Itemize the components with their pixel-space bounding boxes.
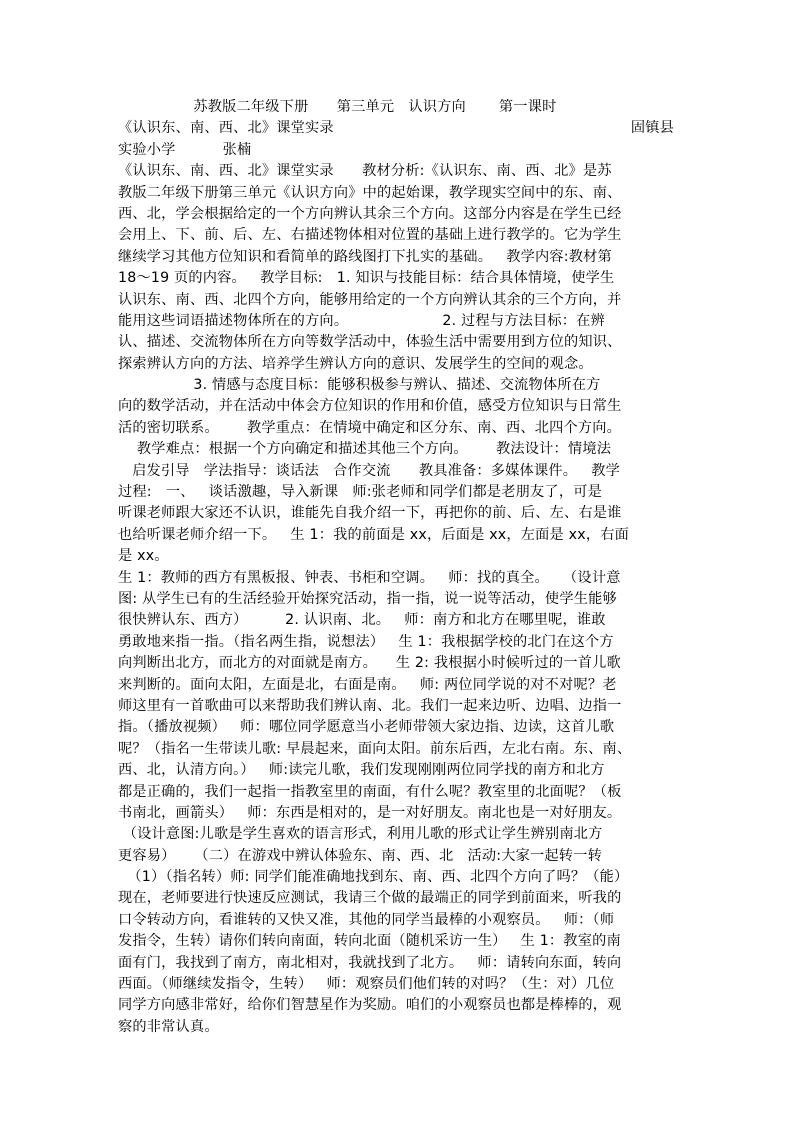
body-line: 西、北，学会根据给定的一个方向辨认其余三个方向。这部分内容是在学生已经 xyxy=(118,205,622,222)
body-line: 察的非常认真。 xyxy=(118,1018,219,1035)
body-line: 勇敢地来指一指。（指名两生指，说想法） 生 1：我根据学校的北门在这个方 xyxy=(118,633,614,650)
body-line: 向判断出北方，而北方的对面就是南方。 生 2: 我根据小时候听过的一首儿歌 xyxy=(118,655,621,672)
body-line: 同学方向感非常好，给你们智慧星作为奖励。咱们的小观察员也都是棒棒的，观 xyxy=(118,997,622,1014)
body-line: 是 xx。 xyxy=(118,548,169,565)
body-line: （1）（指名转）师: 同学们能准确地找到东、南、西、北四个方向了吗？（能） xyxy=(118,869,629,886)
body-line: 认识东、南、西、北四个方向，能够用给定的一个方向辨认其余的三个方向，并 xyxy=(118,291,622,308)
body-line: 能用这些词语描述物体所在的方向。 2. 过程与方法目标：在辨 xyxy=(118,312,605,329)
body-line: 探索辨认方向的方法、培养学生辨认方向的意识、发展学生的空间的观念。 xyxy=(118,355,593,372)
body-line: 指。（播放视频） 师：哪位同学愿意当小老师带领大家边指、边读，这首儿歌 xyxy=(118,719,615,736)
body-line: 3. 情感与态度目标：能够积极参与辨认、描述、交流物体所在方 xyxy=(118,377,601,394)
body-line: 发指令，生转）请你们转向南面，转向北面（随机采访一生） 生 1：教室的南 xyxy=(118,933,621,950)
body-line: 教学难点：根据一个方向确定和描述其他三个方向。 教法设计：情境法 xyxy=(118,441,612,458)
body-line: 听课老师跟大家还不认识，谁能先自我介绍一下，再把你的前、后、左、右是谁 xyxy=(118,505,622,522)
body-line: 西面。（师继续发指令，生转） 师：观察员们他们转的对吗？（生：对）几位 xyxy=(118,976,615,993)
body-line: 18～19 页的内容。 教学目标: 1. 知识与技能目标：结合具体情境，使学生 xyxy=(118,270,615,287)
body-line: 也给听课老师介绍一下。 生 1：我的前面是 xx，后面是 xx，左面是 xx，右面 xyxy=(118,526,630,543)
body-line: 生 1：教师的西方有黑板报、钟表、书柜和空调。 师：找的真全。 （设计意 xyxy=(118,569,621,586)
header-subtitle-left: 《认识东、南、西、北》课堂实录 xyxy=(118,120,334,137)
body-line: 都是正确的，我们一起指一指教室里的南面，有什么呢？教室里的北面呢？（板 xyxy=(118,783,622,800)
body-line: 面有门，我找到了南方，南北相对，我就找到了北方。 师：请转向东面，转向 xyxy=(118,954,622,971)
body-line: 活的密切联系。 教学重点：在情境中确定和区分东、南、西、北四个方向。 xyxy=(118,419,622,436)
body-line: 书南北，画箭头） 师：东西是相对的，是一对好朋友。南北也是一对好朋友。 xyxy=(118,804,622,821)
body-line: 启发引导 学法指导：谈话法 合作交流 教具准备：多媒体课件。 教学 xyxy=(118,462,621,479)
body-line: 来判断的。面向太阳，左面是北，右面是南。 师: 两位同学说的对不对呢？老 xyxy=(118,676,617,693)
body-line: 更容易） （二）在游戏中辨认体验东、南、西、北 活动:大家一起转一转 xyxy=(118,847,602,864)
body-line: 图: 从学生已有的生活经验开始探究活动，指一指，说一说等活动，使学生能够 xyxy=(118,590,617,607)
body-line: 教版二年级下册第三单元《认识方向》中的起始课，教学现实空间中的东、南、 xyxy=(118,184,622,201)
body-line: 很快辨认东、西方） 2. 认识南、北。 师：南方和北方在哪里呢，谁敢 xyxy=(118,612,606,629)
document-body xyxy=(118,161,674,1038)
body-line: 西、北，认清方向。） 师:读完儿歌，我们发现刚刚两位同学找的南方和北方 xyxy=(118,762,605,779)
body-line: 师这里有一首歌曲可以来帮助我们辨认南、北。我们一起来边听、边唱、边指一 xyxy=(118,697,622,714)
header-author-line: 实验小学 张楠 xyxy=(118,141,252,158)
document-page xyxy=(118,97,674,1038)
header-subtitle-right: 固镇县 xyxy=(630,120,674,137)
body-line: 继续学习其他方位知识和看简单的路线图打下扎实的基础。 教学内容:教材第 xyxy=(118,248,612,265)
header-title-line: 苏教版二年级下册 第三单元 认识方向 第一课时 xyxy=(118,99,557,115)
body-line: 过程: 一、 谈话激趣，导入新课 师:张老师和同学们都是老朋友了，可是 xyxy=(118,484,602,501)
body-line: 认、描述、交流物体所在方向等数学活动中，体验生活中需要用到方位的知识、 xyxy=(118,334,622,351)
body-line: 口令转动方向，看谁转的又快又准，其他的同学当最棒的小观察员。 师：（师 xyxy=(118,911,615,928)
header-subtitle-line xyxy=(118,118,674,139)
body-line: 向的数学活动，并在活动中体会方位知识的作用和价值，感受方位知识与日常生 xyxy=(118,398,622,415)
body-line: （设计意图:儿歌是学生喜欢的语言形式，利用儿歌的形式让学生辨别南北方 xyxy=(118,826,603,843)
body-line: 呢？（指名一生带读儿歌: 早晨起来，面向太阳。前东后西，左北右南。东、南、 xyxy=(118,740,632,757)
body-line: 会用上、下、前、后、左、右描述物体相对位置的基础上进行教学的。它为学生 xyxy=(118,227,622,244)
body-line: 《认识东、南、西、北》课堂实录 教材分析:《认识东、南、西、北》是苏 xyxy=(118,163,612,180)
body-line: 现在，老师要进行快速反应测试，我请三个做的最端正的同学到前面来，听我的 xyxy=(118,890,622,907)
